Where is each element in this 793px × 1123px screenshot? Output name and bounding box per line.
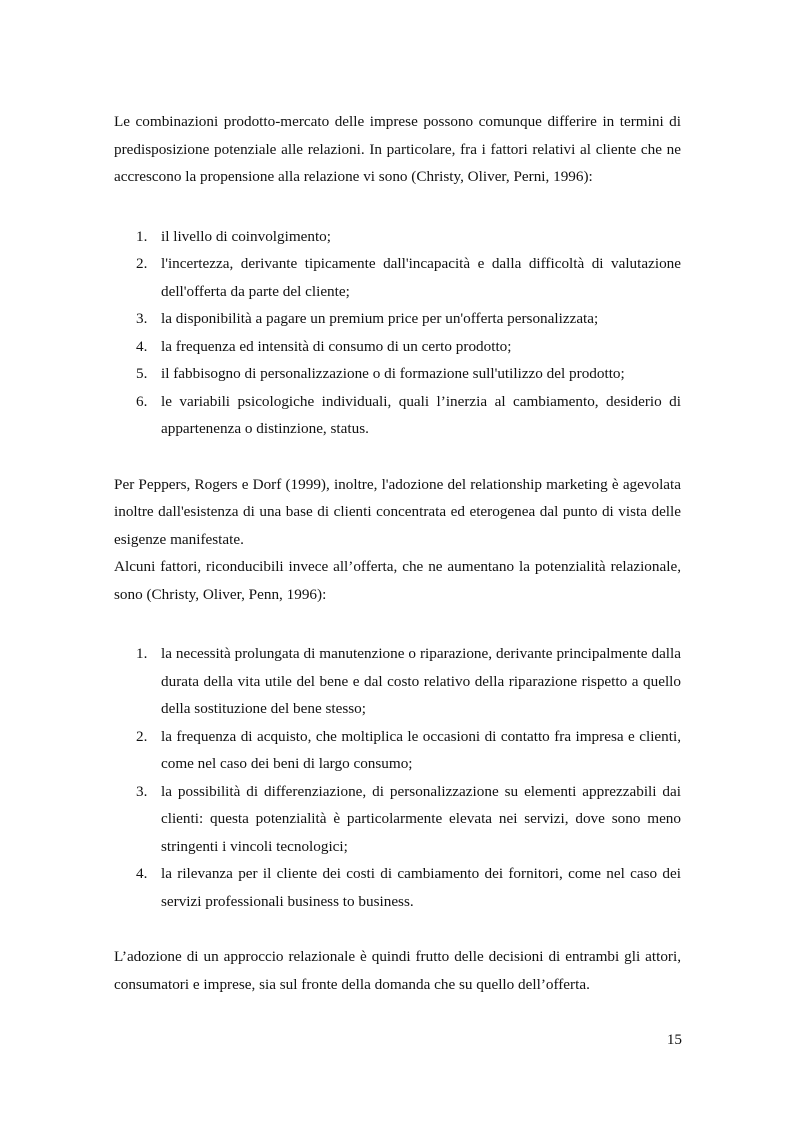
paragraph-conclusion: L’adozione di un approccio relazionale è quindi frutto delle decisioni di entrambi gli attori, consumatori e imprese, sia sul fronte della domanda che su quello dell’offerta. bbox=[114, 948, 681, 993]
document-page bbox=[114, 108, 681, 998]
list-item-text: la frequenza di acquisto, che moltiplica le occasioni di contatto fra impresa e clienti, come nel caso dei beni di largo consumo; bbox=[161, 727, 681, 772]
list-item bbox=[114, 640, 681, 723]
list-item bbox=[114, 723, 681, 778]
list-item-text: la rilevanza per il cliente dei costi di cambiamento dei fornitori, come nel caso dei servizi professionali business to business. bbox=[161, 865, 681, 910]
list-number: 1. bbox=[136, 227, 148, 245]
list-item-text: l'incertezza, derivante tipicamente dall'incapacità e dalla difficoltà di valutazione dell'offerta da parte del cliente; bbox=[161, 255, 681, 300]
list-number: 2. bbox=[136, 727, 148, 745]
list-item bbox=[114, 360, 681, 388]
list-number: 2. bbox=[136, 255, 148, 272]
list-number: 1. bbox=[136, 645, 148, 662]
paragraph-offer-factors: Alcuni fattori, riconducibili invece all’offerta, che ne aumentano la potenzialità relazionale, sono (Christy, Oliver, Penn, 1996): bbox=[114, 558, 681, 603]
list-number: 4. bbox=[136, 865, 148, 882]
list-item-text: la possibilità di differenziazione, di personalizzazione su elementi apprezzabili dai clienti: questa potenzialità è particolarmente elevata nei servizi, dove sono meno stringenti i vincoli tecnologici; bbox=[161, 782, 681, 855]
page-number: 15 bbox=[666, 1031, 682, 1048]
paragraph-peppers: Per Peppers, Rogers e Dorf (1999), inoltre, l'adozione del relationship marketing è agevolata inoltre dall'esistenza di una base di clienti concentrata ed eterogenea dal punto di vista delle esigenze manifestate. bbox=[114, 475, 681, 548]
list-item-text: le variabili psicologiche individuali, quali l’inerzia al cambiamento, desiderio di appartenenza o distinzione, status. bbox=[161, 392, 681, 437]
list-item bbox=[114, 388, 681, 443]
list-item bbox=[114, 333, 681, 361]
offer-factors-list bbox=[114, 640, 681, 915]
list-item-text: il livello di coinvolgimento; bbox=[161, 227, 331, 245]
list-item-text: il fabbisogno di personalizzazione o di formazione sull'utilizzo del prodotto; bbox=[161, 365, 625, 382]
list-item bbox=[114, 250, 681, 305]
customer-factors-list bbox=[114, 223, 681, 443]
list-item-text: la frequenza ed intensità di consumo di un certo prodotto; bbox=[161, 337, 512, 355]
list-item bbox=[114, 305, 681, 333]
list-item-text: la necessità prolungata di manutenzione o riparazione, derivante principalmente dalla durata della vita utile del bene e dal costo relativo della riparazione rispetto a quello della sostituzione del bene stesso; bbox=[161, 645, 681, 717]
list-item bbox=[114, 223, 681, 251]
list-item-text: la disponibilità a pagare un premium price per un'offerta personalizzata; bbox=[161, 310, 599, 327]
list-number: 3. bbox=[136, 782, 148, 800]
list-number: 4. bbox=[136, 337, 148, 355]
paragraph-intro: Le combinazioni prodotto-mercato delle imprese possono comunque differire in termini di predisposizione potenziale alle relazioni. In particolare, fra i fattori relativi al cliente che ne accrescono la propensione alla relazione vi sono (Christy, Oliver, Perni, 1996): bbox=[114, 113, 681, 185]
list-item bbox=[114, 860, 681, 915]
list-number: 6. bbox=[136, 392, 148, 410]
list-number: 5. bbox=[136, 365, 148, 382]
list-number: 3. bbox=[136, 310, 148, 327]
list-item bbox=[114, 778, 681, 861]
